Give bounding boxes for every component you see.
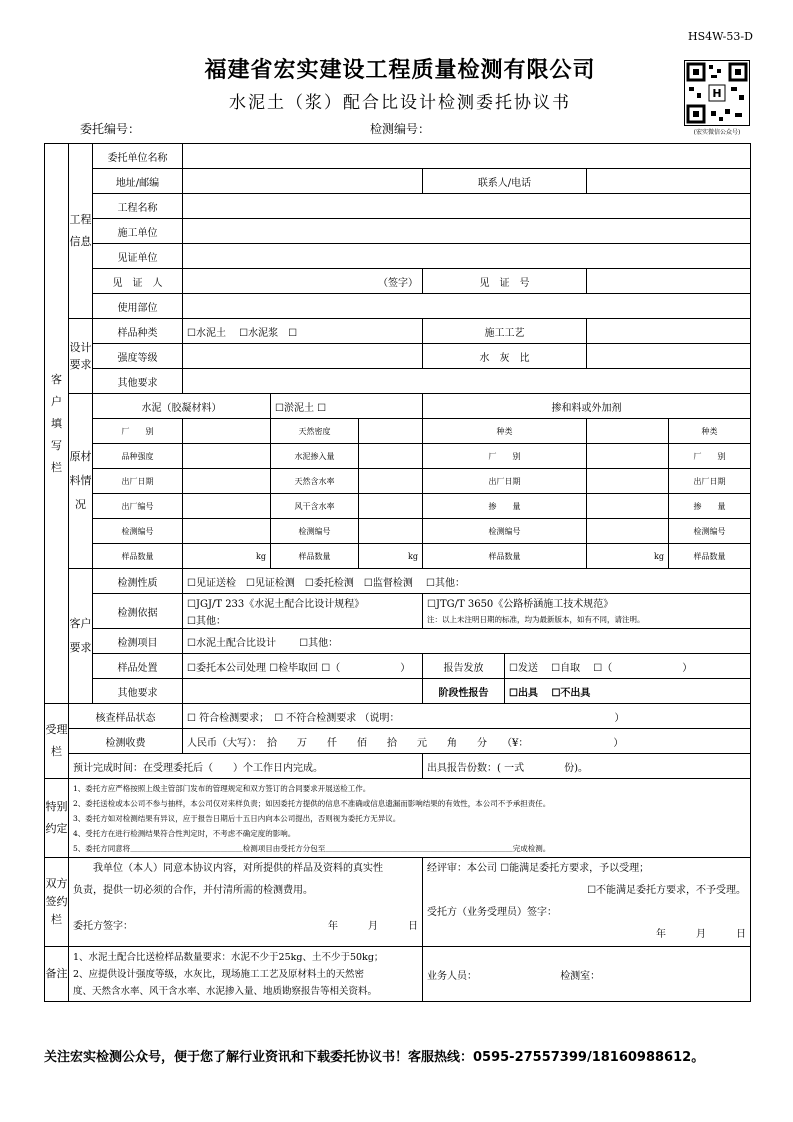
label-check: 核查样品状态	[69, 704, 183, 729]
label-address: 地址/邮编	[93, 169, 183, 194]
label-additive: 掺和料或外加剂	[423, 394, 751, 419]
witness-sign-field[interactable]: （签字）	[183, 269, 423, 294]
term-5: 5、委托方同意将＿＿＿＿＿＿＿＿＿＿＿＿＿＿＿检测项目由受托方分包至＿＿＿＿＿＿＿＿＿＿＿＿＿＿＿＿＿＿＿＿＿＿＿＿＿完成检测。	[73, 843, 551, 853]
mat-field[interactable]: kg	[359, 544, 423, 569]
req-other-field[interactable]	[183, 679, 423, 704]
mat-label: 天然含水率	[271, 469, 359, 494]
section-both: 双方签约栏	[45, 858, 69, 947]
label-nature: 检测性质	[93, 569, 183, 594]
wc-field[interactable]	[587, 344, 751, 369]
label-part: 使用部位	[93, 294, 183, 319]
mat-label: 品种强度	[93, 444, 183, 469]
remark-2: 2、应提供设计强度等级，水灰比，现场施工工艺及原材料土的天然密	[73, 968, 365, 980]
footer-notice: 关注宏实检测公众号，便于您了解行业资讯和下载委托协议书！客服热线：0595-27557399/18160988612。	[44, 1050, 705, 1065]
mat-field[interactable]	[587, 419, 669, 444]
section-client-req: 客户要求	[69, 569, 93, 704]
term-1: 1、委托方应严格按照上级主管部门发布的管理规定和双方签订的合同要求开展送检工作。	[73, 783, 371, 793]
basis-option-1[interactable]: ☐JGJ/T 233《水泥土配合比设计规程》	[183, 594, 423, 612]
basis-note: 注：以上未注明日期的标准，均为最新版本，如有不同，请注明。	[423, 611, 751, 629]
label-project-name: 工程名称	[93, 194, 183, 219]
check-options[interactable]: ☐ 符合检测要求； ☐ 不符合检测要求 （说明： ）	[183, 704, 751, 729]
mat-field[interactable]	[359, 444, 423, 469]
lab-review[interactable]	[423, 858, 751, 947]
staff-field[interactable]	[423, 947, 751, 1002]
mat-label: 天然密度	[271, 419, 359, 444]
label-strength: 强度等级	[93, 344, 183, 369]
basis-other[interactable]: ☐其他：	[183, 611, 423, 629]
mat-field[interactable]: kg	[587, 544, 669, 569]
witness-unit-field[interactable]	[183, 244, 751, 269]
form-code: HS4W-53-D	[688, 30, 753, 43]
label-process: 施工工艺	[423, 319, 587, 344]
special-terms	[69, 779, 751, 858]
label-report: 报告发放	[423, 654, 505, 679]
item-options[interactable]: ☐水泥土配合比设计 ☐其他：	[183, 629, 751, 654]
agree-line-2: 负责，提供一切必须的合作，并付清所需的检测费用。	[73, 885, 313, 896]
term-4: 4、受托方在进行检测结果符合性判定时，不考虑不确定度的影响。	[73, 828, 296, 838]
mat-field[interactable]	[183, 444, 271, 469]
mat-label: 样品数量	[93, 544, 183, 569]
commission-no-label: 委托编号：	[80, 122, 141, 136]
section-remark: 备注	[45, 947, 69, 1002]
fee-field[interactable]: 人民币（大写）： 拾 万 仟 佰 拾 元 角 分 （¥： ）	[183, 729, 751, 754]
test-no-label: 检测编号：	[370, 122, 431, 136]
remark-1: 1、水泥土配合比送检样品数量要求：水泥不少于25kg、土不少于50kg；	[73, 951, 384, 963]
label-witness: 见 证 人	[93, 269, 183, 294]
qr-code-icon	[684, 60, 750, 126]
section-client: 客户填写栏	[45, 144, 69, 704]
builder-field[interactable]	[183, 219, 751, 244]
report-options[interactable]: ☐发送 ☐自取 ☐（ ）	[505, 654, 751, 679]
project-name-field[interactable]	[183, 194, 751, 219]
client-date: 年 月 日	[328, 921, 418, 932]
mat-label: 掺 量	[669, 494, 751, 519]
mat-label: 出厂编号	[93, 494, 183, 519]
mat-field[interactable]	[587, 494, 669, 519]
report-copies[interactable]: 出具报告份数：( 一式 份)。	[423, 754, 751, 779]
qr-caption: (宏实微信公众号)	[693, 129, 741, 136]
unit-field[interactable]	[183, 144, 751, 169]
mat-label: 出厂日期	[669, 469, 751, 494]
lab-sign-label: 受托方（业务受理员）签字：	[427, 907, 557, 918]
mat-label: 样品数量	[669, 544, 751, 569]
design-other-field[interactable]	[183, 369, 751, 394]
mat-field[interactable]	[183, 469, 271, 494]
label-builder: 施工单位	[93, 219, 183, 244]
label-design-other: 其他要求	[93, 369, 183, 394]
mat-label: 样品数量	[423, 544, 587, 569]
remark-3: 度、天然含水率、风干含水率、水泥掺入量、地质勘察报告等相关资料。	[73, 985, 378, 997]
mat-label: 检测编号	[423, 519, 587, 544]
section-project: 工程信息	[69, 144, 93, 319]
mat-label: 出厂日期	[93, 469, 183, 494]
finish-time[interactable]: 预计完成时间：在受理委托后（ ）个工作日内完成。	[69, 754, 423, 779]
witness-no-field[interactable]	[587, 269, 751, 294]
mat-label: 出厂日期	[423, 469, 587, 494]
mat-label: 掺 量	[423, 494, 587, 519]
mat-label: 种类	[423, 419, 587, 444]
label-req-other: 其他要求	[93, 679, 183, 704]
label-witness-no: 见 证 号	[423, 269, 587, 294]
mat-field[interactable]	[587, 469, 669, 494]
label-disposal: 样品处置	[93, 654, 183, 679]
label-basis: 检测依据	[93, 594, 183, 629]
mat-field[interactable]	[183, 419, 271, 444]
mat-label: 风干含水率	[271, 494, 359, 519]
review-line-2: ☐不能满足委托方要求，不予受理。	[587, 885, 747, 896]
mat-field[interactable]	[359, 469, 423, 494]
mat-field[interactable]	[183, 519, 271, 544]
nature-options[interactable]: ☐见证送检 ☐见证检测 ☐委托检测 ☐监督检测 ☐其他：	[183, 569, 751, 594]
document-title: 水泥土（浆）配合比设计检测委托协议书	[229, 93, 571, 113]
stage-options[interactable]: ☐出具 ☐不出具	[505, 679, 751, 704]
label-wc: 水 灰 比	[423, 344, 587, 369]
sample-type-options[interactable]: ☐水泥土 ☐水泥浆 ☐	[183, 319, 423, 344]
client-agreement[interactable]	[69, 858, 423, 947]
label-unit: 委托单位名称	[93, 144, 183, 169]
label-stage: 阶段性报告	[423, 679, 505, 704]
label-fee: 检测收费	[69, 729, 183, 754]
section-design: 设计要求	[69, 319, 93, 394]
staff-label: 业务人员：	[427, 970, 477, 982]
mat-label: 样品数量	[271, 544, 359, 569]
mat-field[interactable]: kg	[183, 544, 271, 569]
strength-field[interactable]	[183, 344, 423, 369]
mat-field[interactable]	[359, 494, 423, 519]
label-contact: 联系人/电话	[423, 169, 587, 194]
mat-field[interactable]	[359, 519, 423, 544]
mat-field[interactable]	[587, 519, 669, 544]
soil-options[interactable]: ☐淤泥土 ☐	[271, 394, 423, 419]
address-field[interactable]	[183, 169, 423, 194]
mat-label: 检测编号	[93, 519, 183, 544]
part-field[interactable]	[183, 294, 751, 319]
label-cement: 水泥（胶凝材料）	[93, 394, 271, 419]
company-name: 福建省宏实建设工程质量检测有限公司	[204, 58, 596, 83]
mat-label: 厂 别	[93, 419, 183, 444]
agree-line-1: 我单位（本人）同意本协议内容，对所提供的样品及资料的真实性	[93, 863, 383, 874]
label-sample-type: 样品种类	[93, 319, 183, 344]
lab-date: 年 月 日	[656, 929, 747, 940]
mat-field[interactable]	[587, 444, 669, 469]
review-line-1: 经评审：本公司 ☐能满足委托方要求，予以受理；	[427, 863, 650, 874]
process-field[interactable]	[587, 319, 751, 344]
section-special: 特别约定	[45, 779, 69, 858]
mat-label: 厂 别	[423, 444, 587, 469]
section-accept: 受理栏	[45, 704, 69, 779]
section-material: 原材料情况	[69, 394, 93, 569]
mat-label: 种类	[669, 419, 751, 444]
mat-field[interactable]	[359, 419, 423, 444]
contact-field[interactable]	[587, 169, 751, 194]
term-3: 3、委托方如对检测结果有异议，应于报告日期后十五日内向本公司提出，否则视为委托方无异议。	[73, 813, 401, 823]
lab-label: 检测室：	[560, 970, 601, 982]
term-2: 2、委托送检或本公司不参与抽样，本公司仅对来样负责；如因委托方提供的信息不准确或信息遗漏而影响结果的有效性，本公司不予承担责任。	[73, 798, 551, 808]
remark-text	[69, 947, 423, 1002]
mat-label: 厂 别	[669, 444, 751, 469]
svg-text:H: H	[712, 87, 722, 100]
label-witness-unit: 见证单位	[93, 244, 183, 269]
mat-label: 检测编号	[271, 519, 359, 544]
client-sign-label: 委托方签字：	[73, 921, 133, 932]
disposal-options[interactable]: ☐委托本公司处理 ☐检毕取回 ☐（ ）	[183, 654, 423, 679]
mat-field[interactable]	[183, 494, 271, 519]
basis-option-2[interactable]: ☐JTG/T 3650《公路桥涵施工技术规范》	[423, 594, 751, 612]
label-item: 检测项目	[93, 629, 183, 654]
mat-label: 检测编号	[669, 519, 751, 544]
commission-form	[44, 143, 750, 1002]
mat-label: 水泥掺入量	[271, 444, 359, 469]
